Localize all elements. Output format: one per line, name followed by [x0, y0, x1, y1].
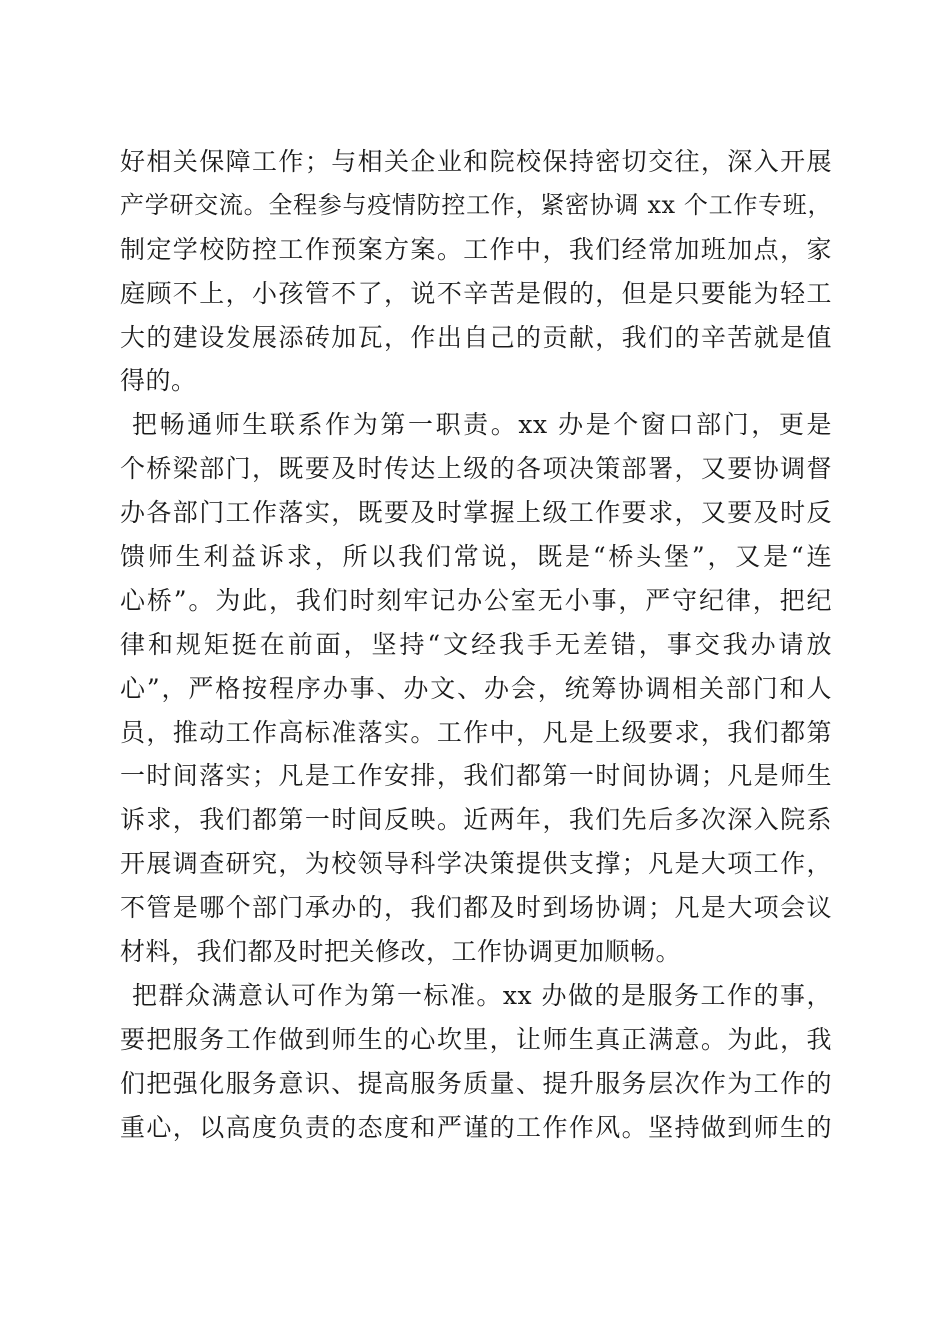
text-line: 个桥梁部门，既要及时传达上级的各项决策部署，又要协调督 — [120, 454, 832, 484]
text-line: 重心，以高度负责的态度和严谨的工作作风。坚持做到师生的 — [120, 1112, 832, 1142]
text-line: 心”，严格按程序办事、办文、办会，统筹协调相关部门和人 — [120, 673, 832, 703]
text-line: 把群众满意认可作为第一标准。xx 办做的是服务工作的事， — [132, 980, 832, 1010]
text-line: 办各部门工作落实，既要及时掌握上级工作要求，又要及时反 — [120, 498, 832, 528]
text-line: 员，推动工作高标准落实。工作中，凡是上级要求，我们都第 — [120, 717, 832, 747]
text-line: 开展调查研究，为校领导科学决策提供支撑；凡是大项工作， — [120, 849, 832, 879]
text-line: 好相关保障工作；与相关企业和院校保持密切交往，深入开展 — [120, 147, 832, 176]
text-line: 馈师生利益诉求，所以我们常说，既是“桥头堡”，又是“连 — [120, 542, 832, 572]
text-line: 产学研交流。全程参与疫情防控工作，紧密协调 xx 个工作专班， — [120, 190, 832, 219]
text-line: 庭顾不上，小孩管不了，说不辛苦是假的，但是只要能为轻工 — [120, 278, 832, 308]
text-line: 制定学校防控工作预案方案。工作中，我们经常加班加点，家 — [120, 234, 832, 264]
text-line: 心桥”。为此，我们时刻牢记办公室无小事，严守纪律，把纪 — [120, 585, 832, 615]
text-line: 材料，我们都及时把关修改，工作协调更加顺畅。 — [120, 937, 682, 967]
text-line: 大的建设发展添砖加瓦，作出自己的贡献，我们的辛苦就是值 — [120, 322, 832, 352]
text-line: 要把服务工作做到师生的心坎里，让师生真正满意。为此，我 — [120, 1024, 832, 1054]
text-line: 们把强化服务意识、提高服务质量、提升服务层次作为工作的 — [120, 1068, 832, 1098]
text-line: 律和规矩挺在前面，坚持“文经我手无差错，事交我办请放 — [120, 629, 832, 659]
text-line: 一时间落实；凡是工作安排，我们都第一时间协调；凡是师生 — [120, 761, 832, 791]
document-body — [120, 140, 832, 1149]
text-line: 得的。 — [120, 366, 197, 396]
text-line: 诉求，我们都第一时间反映。近两年，我们先后多次深入院系 — [120, 805, 832, 835]
text-line: 不管是哪个部门承办的，我们都及时到场协调；凡是大项会议 — [120, 893, 832, 923]
text-line: 把畅通师生联系作为第一职责。xx 办是个窗口部门，更是 — [132, 410, 832, 440]
